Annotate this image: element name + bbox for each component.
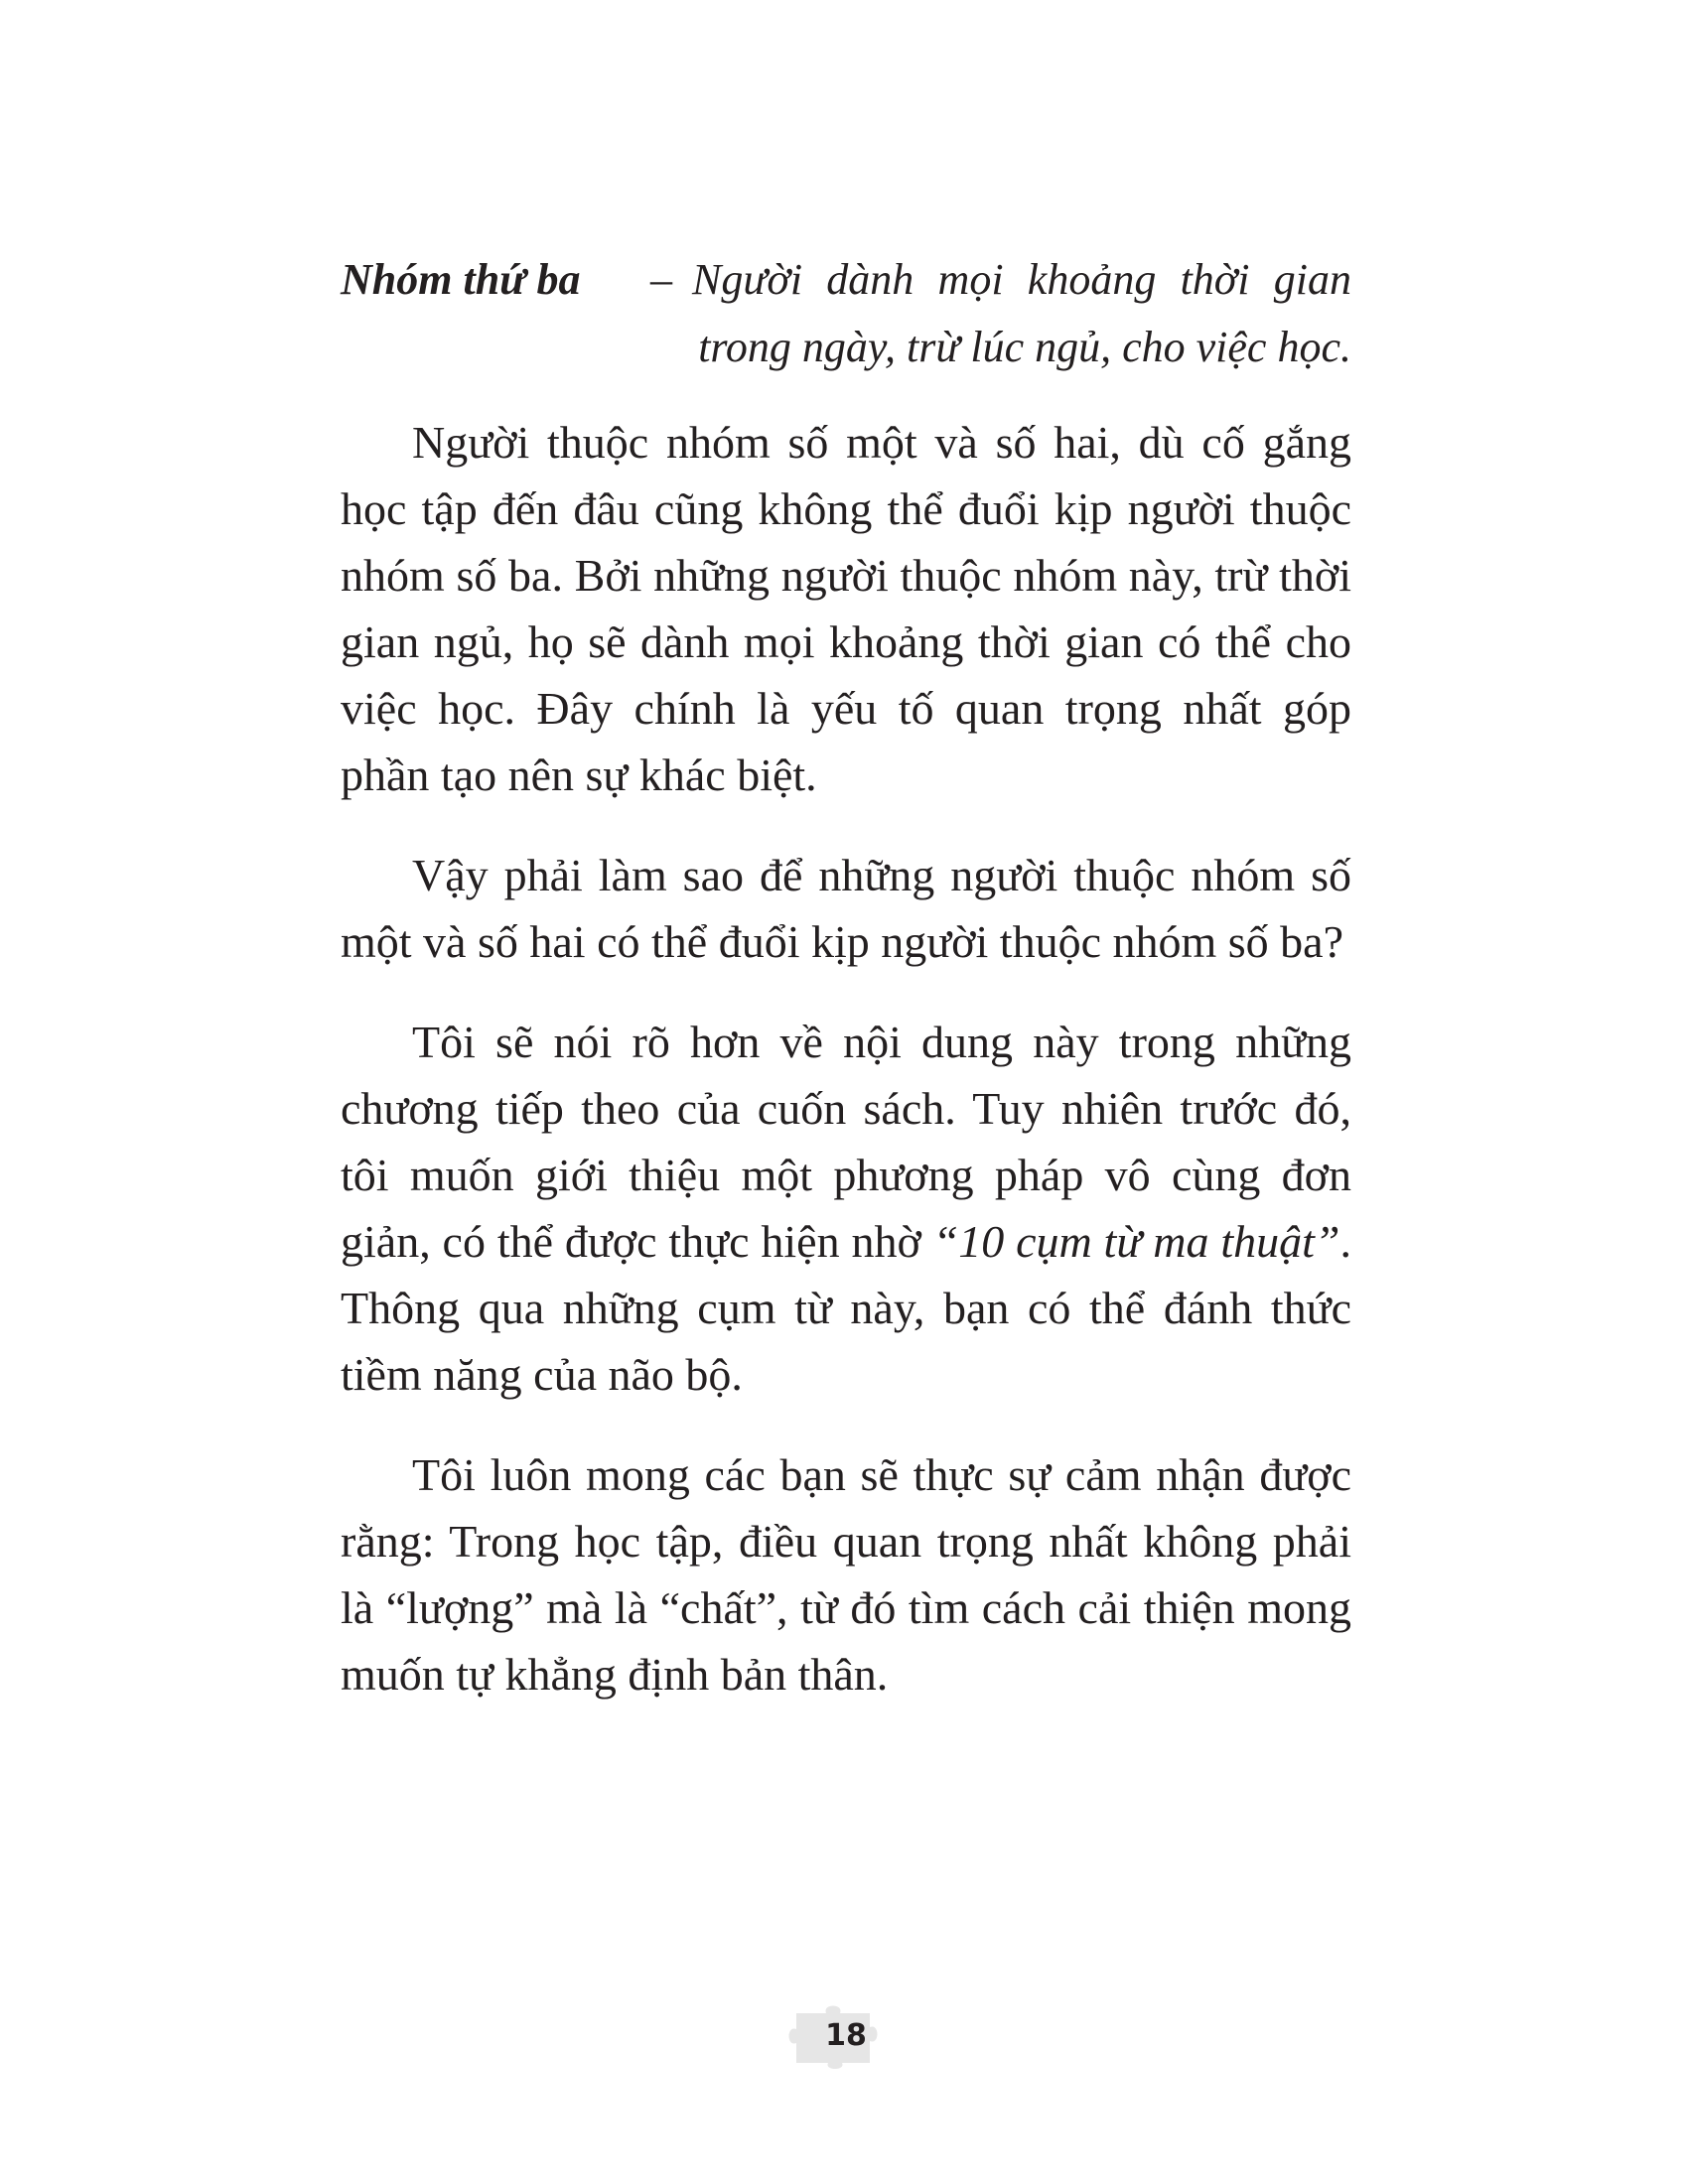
- group-three-description: Người dành mọi khoảng thời gian trong ngày, trừ lúc ngủ, cho việc học.: [692, 255, 1351, 371]
- magic-phrases-quote: “10 cụm từ ma thuật”: [932, 1216, 1340, 1267]
- group-three-definition: [341, 246, 1351, 381]
- page-number: 18: [825, 2018, 867, 2053]
- group-three-label: Nhóm thứ ba: [341, 255, 581, 304]
- em-dash: –: [650, 255, 672, 304]
- paragraph-2: Vậy phải làm sao để những người thuộc nhóm số một và số hai có thể đuổi kịp người thuộc nhóm số ba?: [341, 850, 1351, 967]
- page-number-badge: [788, 2001, 904, 2071]
- paragraph-1: Người thuộc nhóm số một và số hai, dù cố gắng học tập đến đâu cũng không thể đuổi kịp người thuộc nhóm số ba. Bởi những người thuộc nhóm này, trừ thời gian ngủ, họ sẽ dành mọi khoảng thời gian có thể cho việc học. Đây chính là yếu tố quan trọng nhất góp phần tạo nên sự khác biệt.: [341, 417, 1351, 800]
- paragraph-3-text-end: . Thông qua những cụm từ này, bạn có thể đánh thức tiềm năng của não bộ.: [341, 1216, 1351, 1400]
- page-content: [341, 246, 1351, 1741]
- paragraph-3-text-start: Tôi sẽ nói rõ hơn về nội dung này trong những chương tiếp theo của cuốn sách. Tuy nhiên trước đó, tôi muốn giới thiệu một phương pháp vô cùng đơn giản, có thể được thực hiện nhờ: [341, 1017, 1351, 1267]
- paragraph-3: [341, 1009, 1351, 1408]
- paragraph-4: Tôi luôn mong các bạn sẽ thực sự cảm nhận được rằng: Trong học tập, điều quan trọng nhất không phải là “lượng” mà là “chất”, từ đó tìm cách cải thiện mong muốn tự khẳng định bản thân.: [341, 1449, 1351, 1700]
